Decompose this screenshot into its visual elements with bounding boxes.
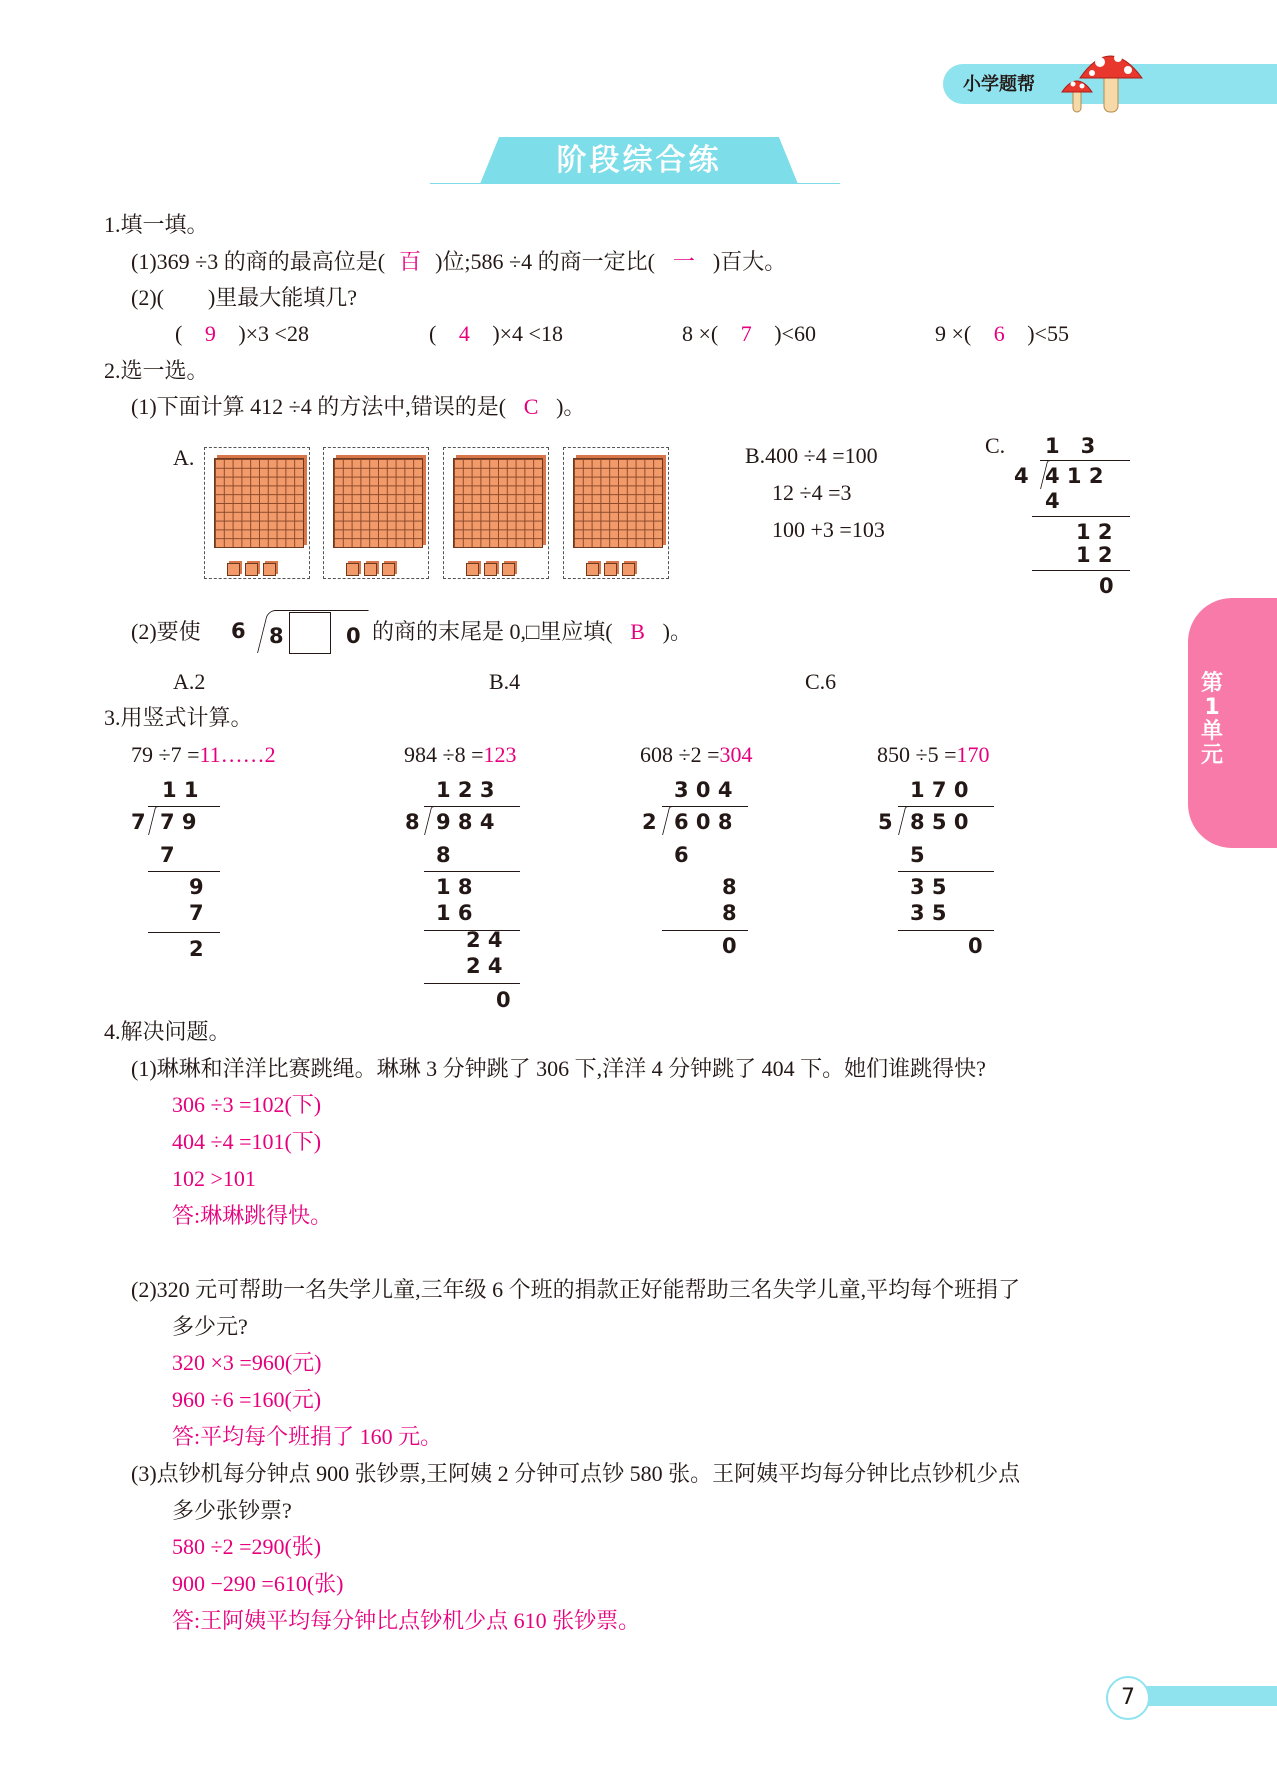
q1-item-1: ( 9 )×3 <28 [175, 321, 309, 346]
p2-dividend: 9 8 4 [436, 810, 495, 834]
q2-choice-a: A.2 [173, 669, 206, 694]
q4-part1-answer: 答:琳琳跳得快。 [172, 1203, 333, 1228]
option-c-row-3: 1 2 [1076, 543, 1113, 567]
p4-divisor: 5 [878, 810, 893, 834]
q4-heading: 4.解决问题。 [104, 1019, 231, 1044]
q2-part2-prefix: (2)要使 [131, 619, 201, 644]
p3-row-1: 6 [674, 843, 689, 867]
q3-problem-3: 608 ÷2 =304 [640, 742, 753, 767]
q2-choice-b: B.4 [489, 669, 521, 694]
p2-row-3: 1 6 [436, 901, 473, 925]
q2-answer1: C [523, 394, 539, 419]
p3-row-3: 8 [722, 901, 737, 925]
option-c-divisor: 4 [1014, 464, 1029, 488]
q2-part2-digit1: 8 [269, 624, 284, 648]
q4-part1-question: (1)琳琳和洋洋比赛跳绳。琳琳 3 分钟跳了 306 下,洋洋 4 分钟跳了 404 下。她们谁跳得快? [131, 1056, 986, 1081]
base-ten-block-3 [443, 447, 549, 579]
q1-answer2: 一 [672, 249, 695, 274]
p3-dividend: 6 0 8 [674, 810, 733, 834]
p4-row-4: 0 [968, 934, 983, 958]
q3-problem-4: 850 ÷5 =170 [877, 742, 990, 767]
p3-quotient: 3 0 4 [674, 778, 733, 802]
q1-item-3: 8 ×( 7 )<60 [682, 321, 816, 346]
q1-item-2: ( 4 )×4 <18 [429, 321, 563, 346]
p1-quotient: 1 1 [162, 778, 199, 802]
unit-label: 第1单元 [1200, 671, 1223, 768]
q3-heading: 3.用竖式计算。 [104, 705, 253, 730]
q4-part2-question-2: 多少元? [172, 1314, 248, 1339]
q2-part2-divisor: 6 [231, 619, 246, 643]
q1-part2: (2)( )里最大能填几? [131, 285, 358, 310]
q4-part1-line-2: 404 ÷4 =101(下) [172, 1129, 322, 1154]
q4-part2-line-2: 960 ÷6 =160(元) [172, 1387, 322, 1412]
p4-quotient: 1 7 0 [910, 778, 969, 802]
page-title: 阶段综合练 [556, 143, 722, 178]
q3-problem-1: 79 ÷7 =11……2 [131, 742, 276, 767]
p2-row-6: 0 [496, 988, 511, 1012]
p3-divisor: 2 [642, 810, 657, 834]
page-number: 7 [1106, 1676, 1150, 1720]
p2-row-2: 1 8 [436, 875, 473, 899]
q2-choice-c: C.6 [805, 669, 837, 694]
option-c-row-4: 0 [1099, 574, 1114, 598]
q4-part2-answer: 答:平均每个班捐了 160 元。 [172, 1424, 443, 1449]
p1-row-1: 7 [160, 843, 175, 867]
p4-dividend: 8 5 0 [910, 810, 969, 834]
q4-part3-line-1: 580 ÷2 =290(张) [172, 1534, 322, 1559]
q2-part2-blank-box [289, 612, 331, 654]
option-b-line-3: 100 +3 =103 [772, 517, 885, 542]
q2-part2-digit3: 0 [346, 624, 361, 648]
q2-answer2: B [630, 619, 645, 644]
option-c-row-1: 4 [1045, 489, 1060, 513]
p3-row-4: 0 [722, 934, 737, 958]
q4-part2-line-1: 320 ×3 =960(元) [172, 1350, 322, 1375]
q1-answer1: 百 [399, 249, 422, 274]
q2-heading: 2.选一选。 [104, 358, 209, 383]
p4-row-3: 3 5 [910, 901, 947, 925]
p1-row-4: 2 [189, 937, 204, 961]
mushroom-icon [1060, 44, 1150, 116]
base-ten-block-1 [204, 447, 310, 579]
option-c-dividend: 4 1 2 [1045, 464, 1104, 488]
p4-row-1: 5 [910, 843, 925, 867]
base-ten-block-4 [563, 447, 669, 579]
p1-divisor: 7 [131, 810, 146, 834]
option-c-row-2: 1 2 [1076, 520, 1113, 544]
q2-part1: (1)下面计算 412 ÷4 的方法中,错误的是( C )。 [131, 392, 585, 422]
option-c-quotient: 1 3 [1045, 434, 1096, 458]
p1-dividend: 7 9 [160, 810, 197, 834]
p4-row-2: 3 5 [910, 875, 947, 899]
q4-part1-line-1: 306 ÷3 =102(下) [172, 1092, 322, 1117]
p2-row-1: 8 [436, 843, 451, 867]
p1-row-2: 9 [189, 875, 204, 899]
p2-row-4: 2 4 [466, 928, 503, 952]
q1-heading: 1.填一填。 [104, 212, 209, 237]
option-a-label: A. [173, 445, 195, 470]
option-b-line-2: 12 ÷4 =3 [772, 480, 852, 505]
q2-part2-text: 的商的末尾是 0,□里应填( B )。 [372, 617, 692, 647]
q4-part3-line-2: 900 −290 =610(张) [172, 1571, 344, 1596]
option-c-label: C. [985, 433, 1006, 458]
option-b-line-1: B.400 ÷4 =100 [745, 443, 878, 468]
p2-divisor: 8 [405, 810, 420, 834]
p1-row-3: 7 [189, 901, 204, 925]
brand-label: 小学题帮 [963, 74, 1035, 95]
p3-row-2: 8 [722, 875, 737, 899]
q4-part1-line-3: 102 >101 [172, 1166, 256, 1191]
q4-part3-question-1: (3)点钞机每分钟点 900 张钞票,王阿姨 2 分钟可点钞 580 张。王阿姨平均每分钟比点钞机少点 [131, 1461, 1021, 1486]
q1-part1: (1)369 ÷3 的商的最高位是( 百 )位;586 ÷4 的商一定比( 一 )百大。 [131, 247, 786, 277]
p2-row-5: 2 4 [466, 954, 503, 978]
q4-part3-answer: 答:王阿姨平均每分钟比点钞机少点 610 张钞票。 [172, 1608, 641, 1633]
q4-part3-question-2: 多少张钞票? [172, 1498, 292, 1523]
base-ten-block-2 [323, 447, 429, 579]
q4-part2-question-1: (2)320 元可帮助一名失学儿童,三年级 6 个班的捐款正好能帮助三名失学儿童,平均每个班捐了 [131, 1277, 1021, 1302]
q3-problem-2: 984 ÷8 =123 [404, 742, 517, 767]
q1-item-4: 9 ×( 6 )<55 [935, 321, 1069, 346]
p2-quotient: 1 2 3 [436, 778, 495, 802]
